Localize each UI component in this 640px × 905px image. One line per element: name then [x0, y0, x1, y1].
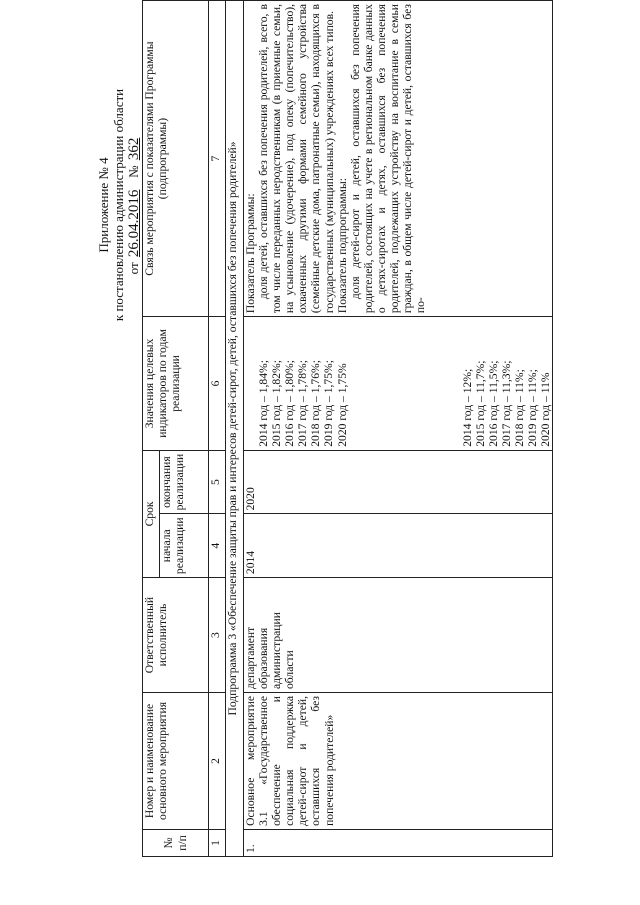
col-number: 5: [209, 450, 226, 514]
col-number: 1: [209, 829, 226, 856]
decree-date-line: [126, 65, 142, 345]
appendix-subtitle: к постановлению администрации области: [111, 88, 126, 322]
col-number: 2: [209, 693, 226, 830]
number-label: №: [126, 165, 141, 178]
col-number: 4: [209, 514, 226, 578]
target-value: 2014 год – 1,84%;: [257, 360, 270, 447]
target-value: 2019 год – 11%;: [526, 369, 540, 447]
target-value: 2015 год – 11,7%;: [473, 360, 487, 447]
col-header-num: № п/п: [143, 829, 209, 856]
target-value: 2019 год – 1,75%;: [322, 360, 336, 447]
activities-table: [142, 0, 553, 857]
program-indicator-text: доля детей, оставшихся без попечения родителей, всего, в том числе переданных неродственникам (в приемные семьи, на усыновление (удочерение), под опеку (попечительство), охваченных другими формами семейного устройства (семейные детские дома, патронатные семьи), находящихся в государственных (муниципальных) учреждениях всех типов.: [257, 4, 336, 314]
target-value: 2018 год – 1,76%;: [309, 360, 323, 447]
program-indicator-title: Показатель Программы:: [244, 193, 257, 314]
col-header-link: Связь мероприятия с показателями Программы (подпрограммы): [143, 1, 209, 317]
col-header-end: окончания реализации: [160, 450, 209, 514]
target-value: 2018 год – 11%;: [513, 369, 527, 447]
decree-number: 362: [126, 137, 142, 161]
target-value: 2014 год – 12%;: [460, 368, 474, 447]
col-header-name: Номер и наименование основного мероприятия: [143, 693, 209, 830]
target-value: 2017 год – 11,3%;: [499, 360, 513, 447]
col-header-executor: Ответственный исполнитель: [143, 578, 209, 693]
subprogram-indicator-title: Показатель подпрограммы:: [335, 177, 349, 314]
subprogram-title: Подпрограмма 3 «Обеспечение защиты прав и интересов детей-сирот, детей, оставшихся без попечения родителей»: [226, 1, 244, 857]
col-header-start: начала реализации: [160, 514, 209, 578]
table-header-row: [143, 1, 160, 857]
col-number: 3: [209, 578, 226, 693]
row-target-values: [244, 317, 553, 451]
target-value: 2016 год – 1,80%;: [283, 360, 297, 447]
target-value: 2015 год – 1,82%;: [270, 360, 284, 447]
subprogram-row: [226, 1, 244, 857]
subprogram-indicator-text: доля детей-сирот и детей, оставшихся без попечения родителей, состоящих на учете в региональном банке данных о детях-сиротах и детях, оставшихся без попечения родителей, подлежащих устройству на воспитание в семьи граждан, в общем числе детей-сирот и детей, оставшихся без по-: [348, 4, 428, 314]
row-indicator-link: [244, 1, 553, 317]
row-executor: департамент образования администрации области: [244, 578, 553, 693]
col-header-term: Срок: [143, 450, 160, 577]
target-value: 2020 год – 1,75%: [335, 363, 349, 447]
col-number: 6: [209, 317, 226, 451]
col-number: 7: [209, 1, 226, 317]
column-numbers-row: [209, 1, 226, 857]
target-value: 2017 год – 1,78%;: [296, 360, 310, 447]
table-row: [244, 1, 553, 857]
target-value: 2020 год – 11%: [539, 372, 553, 447]
row-activity-name: Основное мероприятие 3.1 «Государственное обеспечение и социальная поддержка детей-сирот и детей, оставшихся без попечения родителей»: [244, 693, 553, 830]
row-start-year: 2014: [244, 514, 553, 578]
from-label: от: [126, 262, 141, 275]
appendix-header: [96, 65, 142, 345]
target-value: 2016 год – 11,5%;: [486, 360, 500, 447]
row-end-year: 2020: [244, 450, 553, 514]
decree-date: 26.04.2016: [126, 189, 142, 258]
row-num: 1.: [244, 829, 553, 856]
appendix-title: Приложение № 4: [96, 157, 111, 253]
col-header-targets: Значения целевых индикаторов по годам реализации: [143, 317, 209, 451]
